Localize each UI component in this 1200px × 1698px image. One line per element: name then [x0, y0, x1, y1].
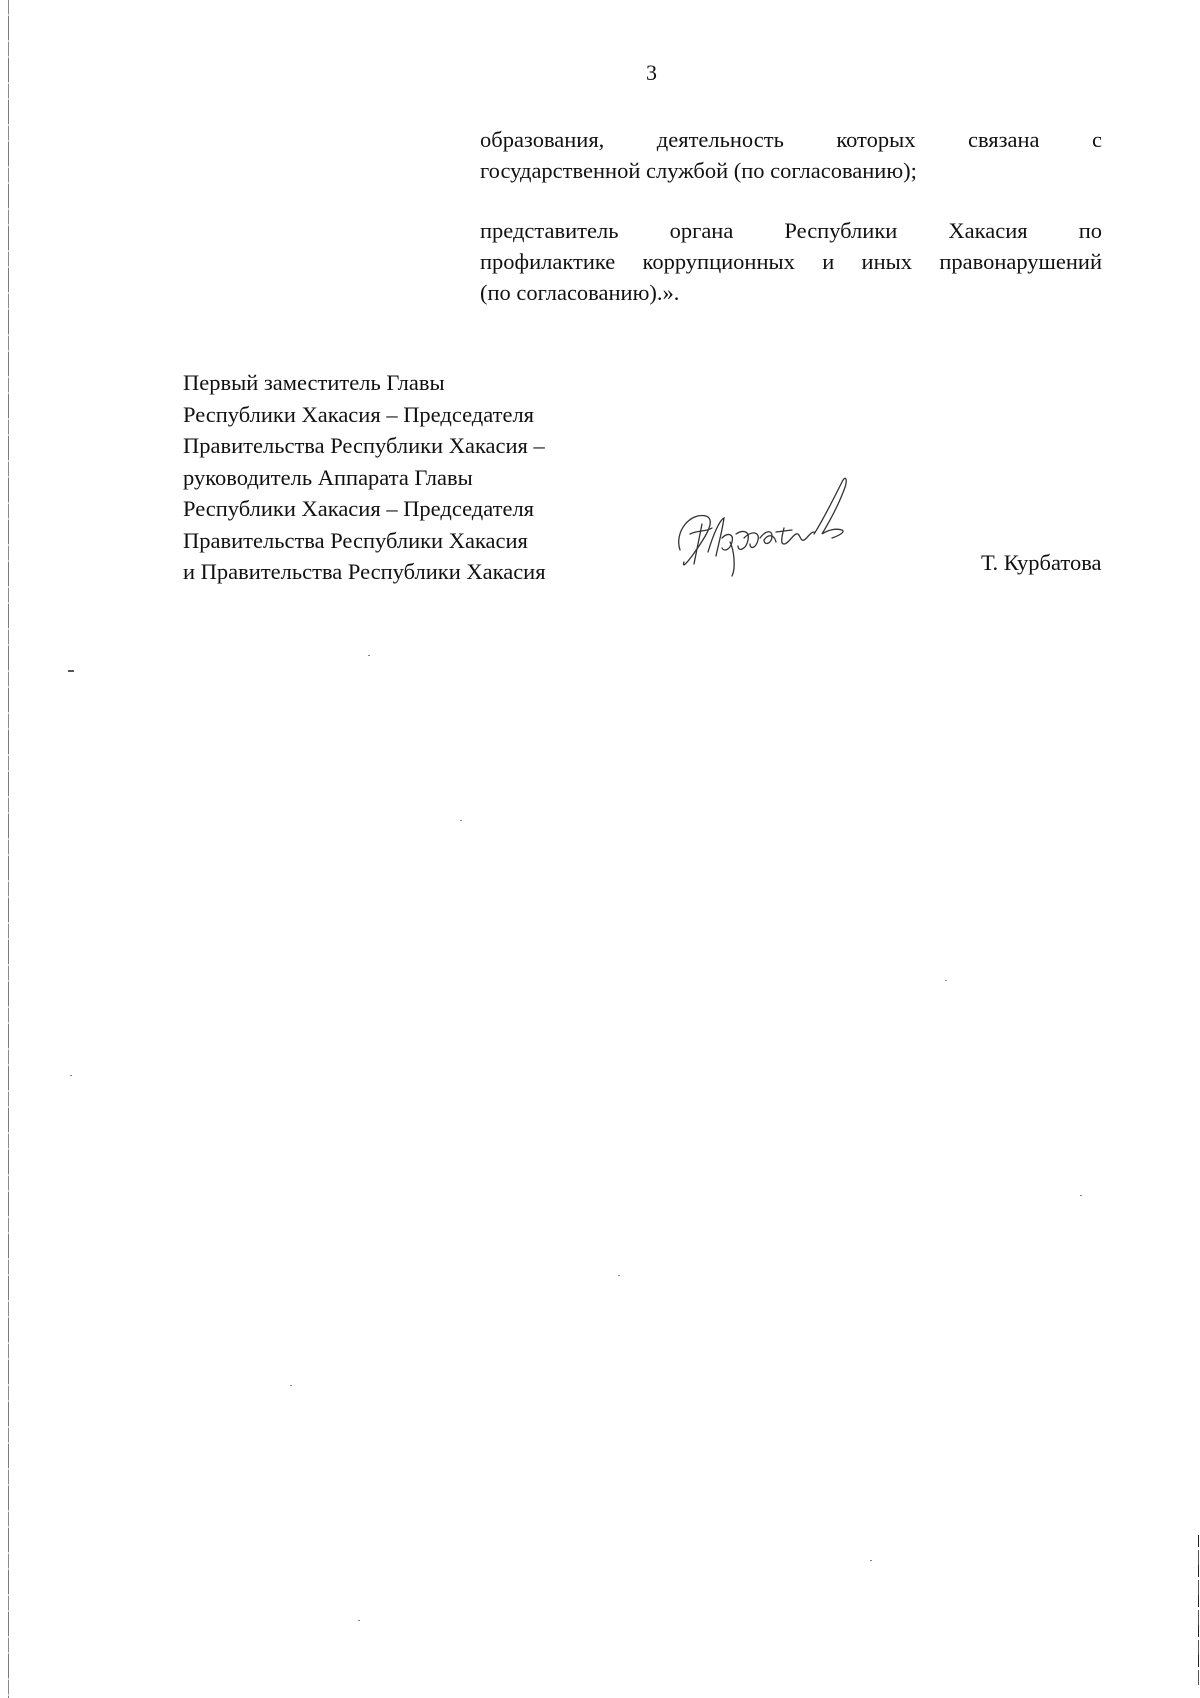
scan-speck: [70, 1075, 72, 1076]
scan-edge-artifact-left: [8, 0, 9, 1698]
scan-speck: [945, 980, 947, 981]
scan-speck: [368, 655, 370, 656]
signer-title-line: Республики Хакасия – Председателя: [183, 496, 535, 521]
paragraph-line: представитель органа Республики Хакасия по: [480, 218, 1102, 243]
signer-title-line: Правительства Республики Хакасия: [183, 527, 528, 553]
scan-speck: [1080, 1195, 1082, 1196]
signer-title-line: и Правительства Республики Хакасия: [183, 559, 546, 584]
scan-speck: [68, 670, 74, 672]
paragraph-anticorruption-representative: [480, 215, 1102, 308]
handwritten-signature-icon: [672, 472, 902, 582]
signer-title-line: руководитель Аппарата Главы: [183, 464, 473, 490]
scan-speck: [358, 1620, 360, 1621]
scan-edge-artifact-right: [1198, 1535, 1199, 1685]
paragraph-line: (по согласованию).».: [480, 280, 680, 305]
scan-speck: [290, 1385, 292, 1386]
signer-title-line: Республики Хакасия – Председателя: [183, 401, 535, 427]
paragraph-line: профилактике коррупционных и иных правонарушений: [480, 249, 1102, 274]
signer-title-block: [183, 367, 546, 588]
signee-name: Т. Курбатова: [981, 550, 1102, 575]
signer-title-line: Правительства Республики Хакасия –: [183, 433, 545, 458]
paragraph-line: образования, деятельность которых связана с: [480, 127, 1102, 152]
scan-speck: [870, 1560, 872, 1561]
scan-speck: [618, 1275, 620, 1276]
paragraph-education-representatives: [480, 124, 1102, 186]
signer-title-line: Первый заместитель Главы: [183, 370, 445, 395]
paragraph-line: государственной службой (по согласованию);: [480, 158, 917, 183]
scan-speck: [460, 820, 462, 821]
page-number: 3: [646, 60, 657, 85]
